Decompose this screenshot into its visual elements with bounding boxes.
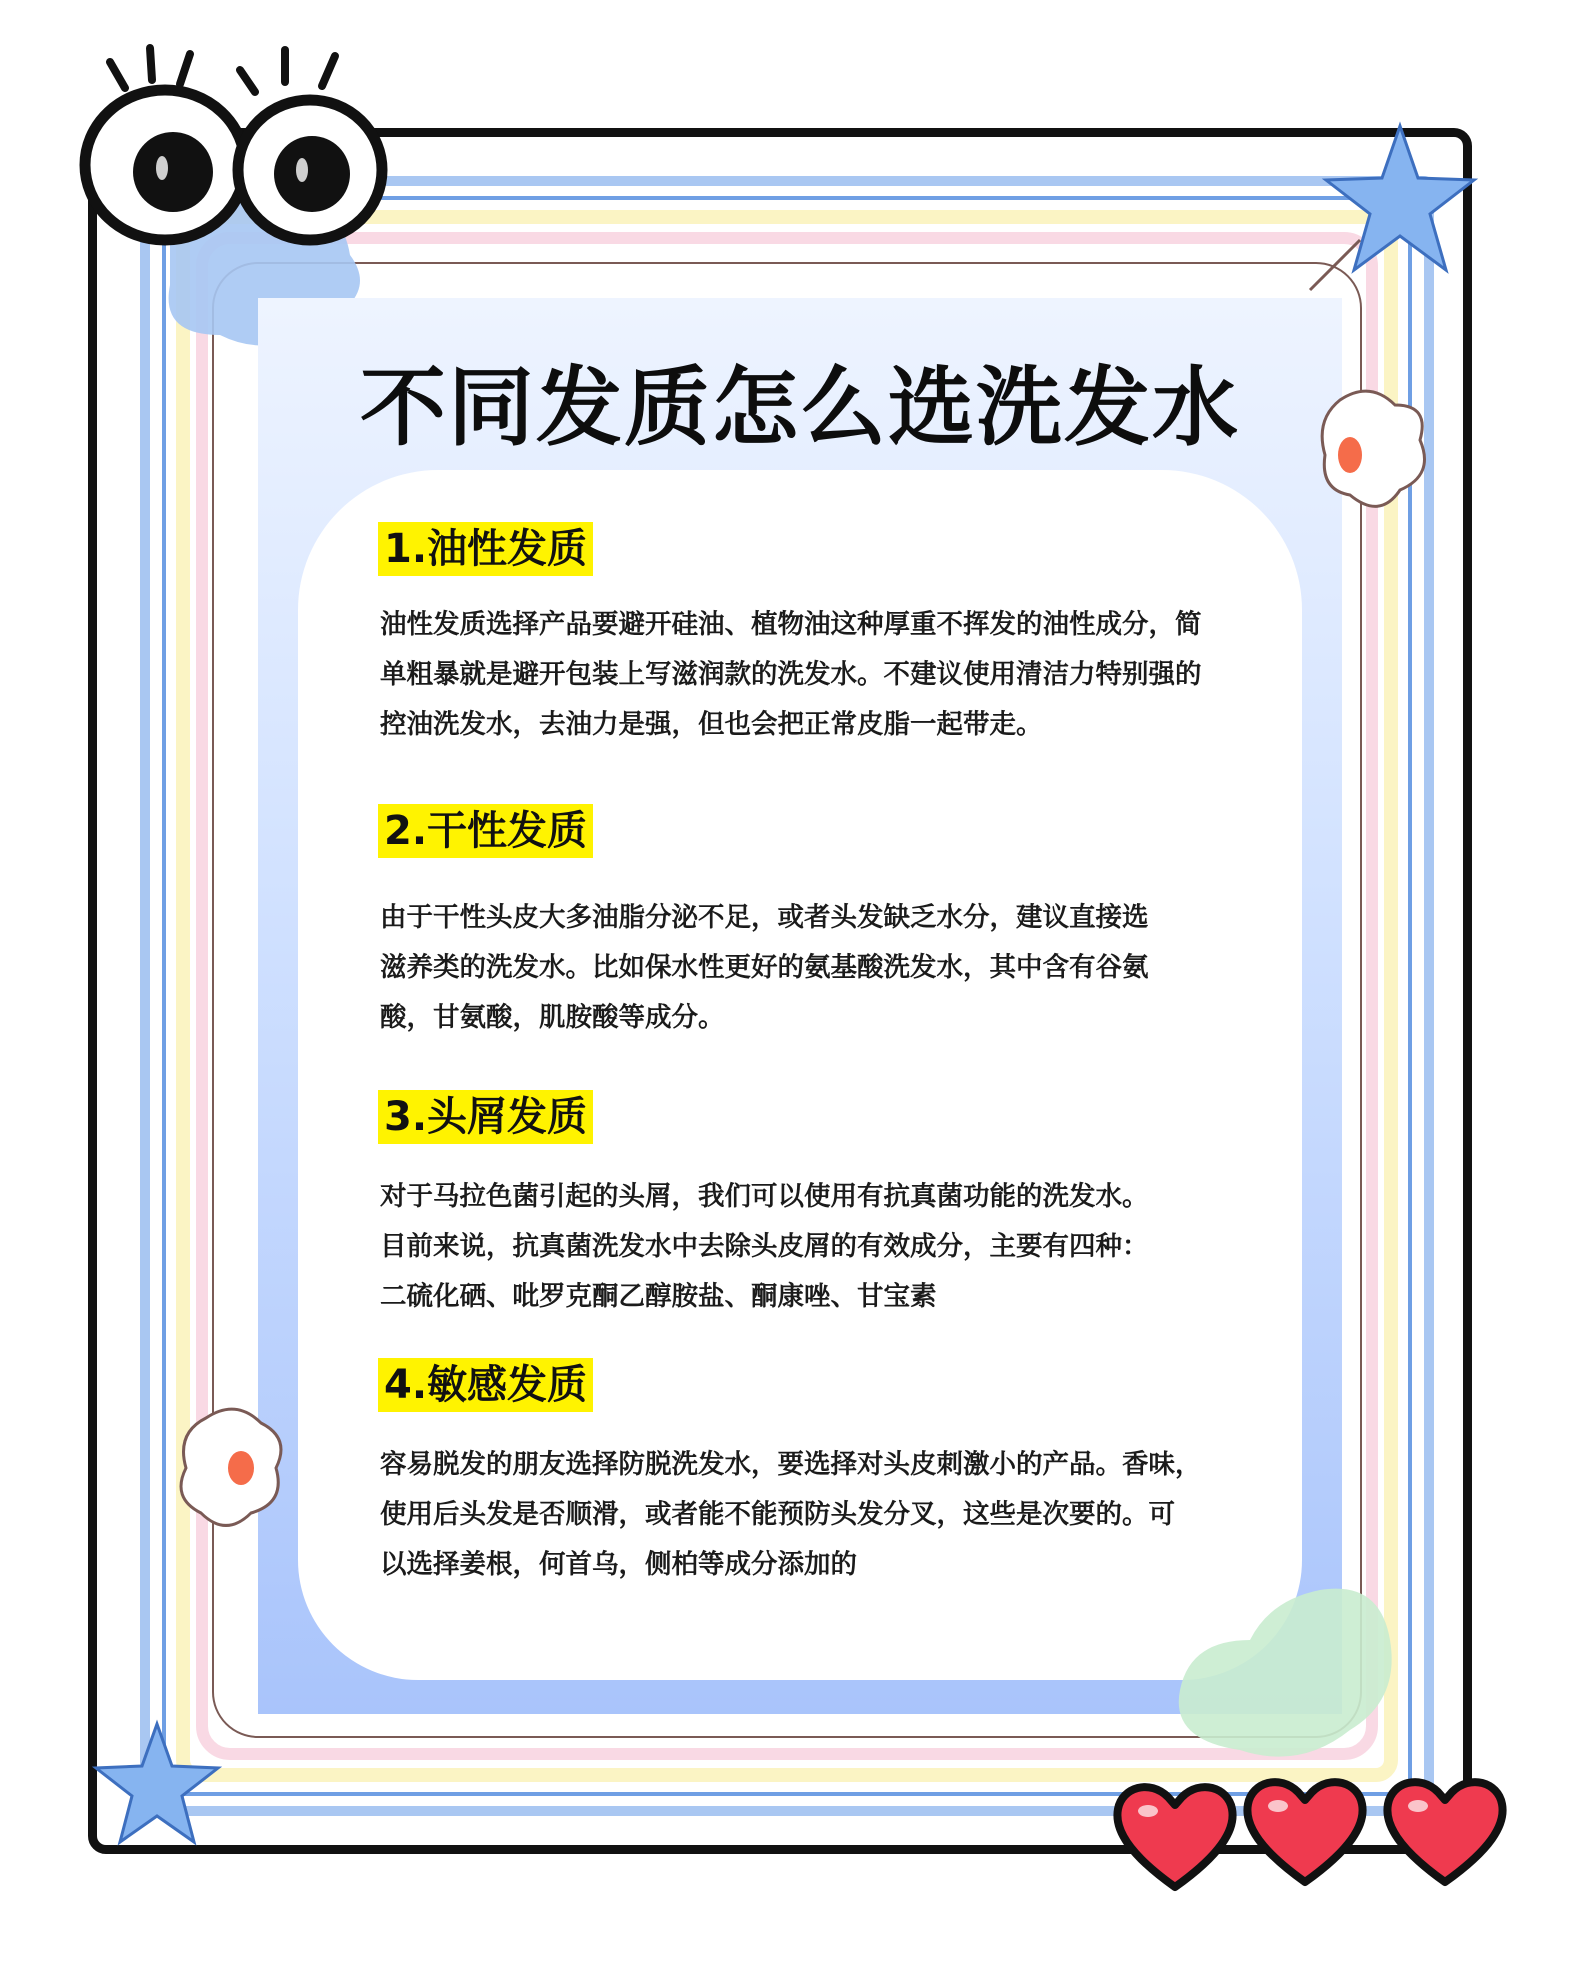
cartoon-eyes-icon bbox=[50, 40, 390, 250]
star-icon bbox=[92, 1720, 222, 1850]
section-dandruff bbox=[378, 1092, 593, 1142]
body-line: 二硫化硒、吡罗克酮乙醇胺盐、酮康唑、甘宝素 bbox=[380, 1281, 937, 1312]
body-line: 以选择姜根，何首乌，侧柏等成分添加的 bbox=[380, 1549, 857, 1580]
flower-icon bbox=[176, 1398, 286, 1548]
body-line: 单粗暴就是避开包装上写滋润款的洗发水。不建议使用清洁力特别强的 bbox=[380, 659, 1202, 690]
flower-icon bbox=[1320, 380, 1430, 530]
section-heading: 3.头屑发质 bbox=[378, 1090, 593, 1144]
heart-icon bbox=[1110, 1775, 1240, 1895]
section-dry bbox=[378, 806, 593, 856]
body-line: 由于干性头皮大多油脂分泌不足，或者头发缺乏水分，建议直接选 bbox=[380, 902, 1149, 933]
heart-icon bbox=[1380, 1770, 1510, 1890]
section-sensitive bbox=[378, 1360, 593, 1410]
section-body bbox=[380, 600, 1202, 750]
body-line: 控油洗发水，去油力是强，但也会把正常皮脂一起带走。 bbox=[380, 709, 1043, 740]
body-line: 对于马拉色菌引起的头屑，我们可以使用有抗真菌功能的洗发水。 bbox=[380, 1181, 1149, 1212]
star-icon bbox=[1320, 120, 1480, 280]
section-heading: 4.敏感发质 bbox=[378, 1358, 593, 1412]
body-line: 滋养类的洗发水。比如保水性更好的氨基酸洗发水，其中含有谷氨 bbox=[380, 952, 1149, 983]
heart-icon bbox=[1240, 1770, 1370, 1890]
section-body bbox=[380, 1172, 1149, 1322]
body-line: 酸，甘氨酸，肌胺酸等成分。 bbox=[380, 1002, 725, 1033]
section-body bbox=[380, 893, 1149, 1043]
leaf-decoration bbox=[1160, 1580, 1410, 1780]
section-body bbox=[380, 1440, 1202, 1590]
section-heading: 1.油性发质 bbox=[378, 522, 593, 576]
body-line: 目前来说，抗真菌洗发水中去除头皮屑的有效成分，主要有四种： bbox=[380, 1231, 1149, 1262]
body-line: 容易脱发的朋友选择防脱洗发水，要选择对头皮刺激小的产品。香味， bbox=[380, 1449, 1202, 1480]
page-title: 不同发质怎么选洗发水 bbox=[360, 358, 1240, 458]
body-line: 油性发质选择产品要避开硅油、植物油这种厚重不挥发的油性成分，简 bbox=[380, 609, 1202, 640]
section-oily bbox=[378, 524, 593, 574]
section-heading: 2.干性发质 bbox=[378, 804, 593, 858]
body-line: 使用后头发是否顺滑，或者能不能预防头发分叉，这些是次要的。可 bbox=[380, 1499, 1175, 1530]
